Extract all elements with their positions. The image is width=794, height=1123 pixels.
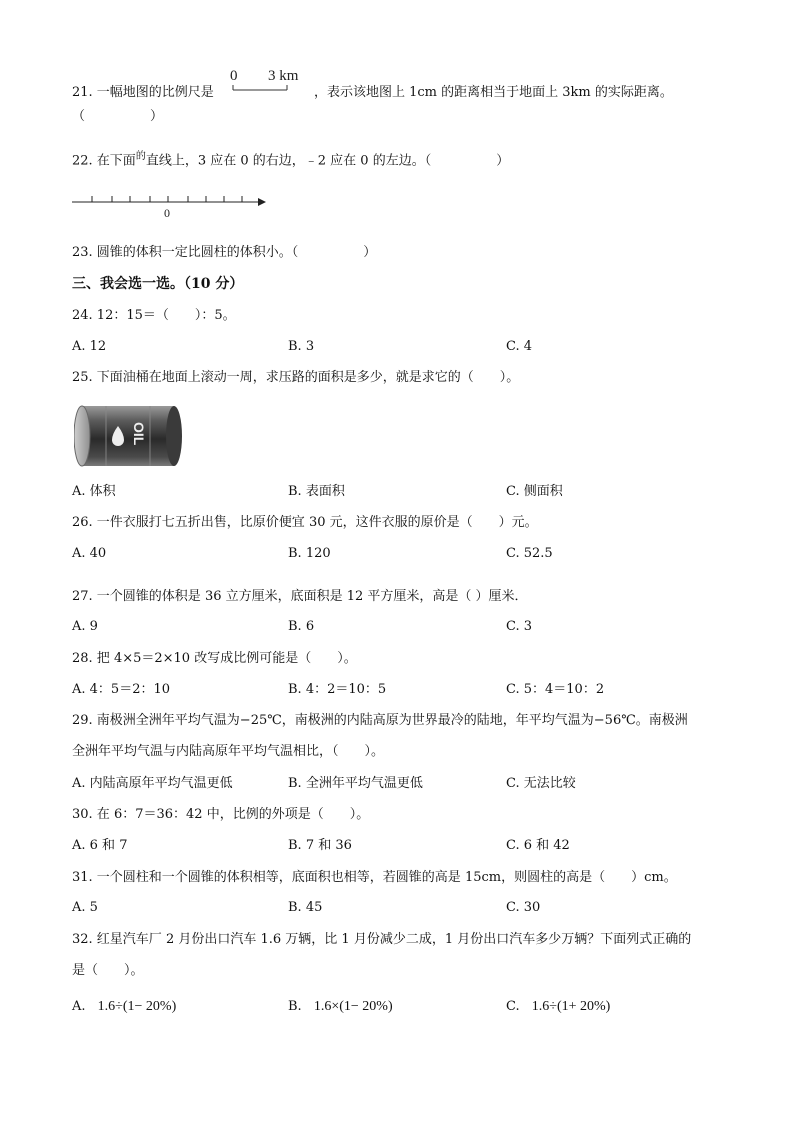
q30-option-a[interactable]: A. 6 和 7	[72, 838, 128, 853]
q30-text: 30. 在 6：7＝36：42 中，比例的外项是（ ）。	[72, 807, 370, 822]
q26-text: 26. 一件衣服打七五折出售，比原价便宜 30 元，这件衣服的原价是（ ）元。	[72, 515, 538, 530]
q25-option-c[interactable]: C. 侧面积	[506, 484, 563, 499]
q32-option-b-expr: 1.6×(1− 20%)	[313, 999, 393, 1014]
q32-option-b[interactable]	[288, 998, 393, 1016]
q24-text: 24. 12：15＝（ ）：5。	[72, 308, 236, 323]
q21-text-after: ，表示该地图上 1cm 的距离相当于地面上 3km 的实际距离。	[314, 85, 673, 100]
q24-option-c[interactable]: C. 4	[506, 339, 533, 354]
q27-text: 27. 一个圆锥的体积是 36 立方厘米，底面积是 12 平方厘米，高是（ ）厘米．	[72, 589, 528, 604]
q32-option-a-label: A.	[72, 999, 86, 1014]
q32-option-c-expr: 1.6÷(1+ 20%)	[531, 999, 611, 1014]
q26-option-c[interactable]: C. 52.5	[506, 546, 553, 561]
barrel-label: OIL	[131, 422, 147, 446]
q31-text: 31. 一个圆柱和一个圆锥的体积相等，底面积也相等，若圆锥的高是 15cm，则圆柱的高是（ ）cm。	[72, 870, 677, 885]
q28-option-c[interactable]: C. 5：4＝10：2	[506, 682, 605, 697]
q22-text	[72, 148, 509, 170]
q26-option-b[interactable]: B. 120	[288, 546, 331, 561]
q29-line2: 全洲年平均气温与内陆高原年平均气温相比，（ ）。	[72, 744, 385, 759]
oil-barrel-image	[74, 404, 184, 468]
q27-option-b[interactable]: B. 6	[288, 619, 315, 634]
q28-text: 28. 把 4×5＝2×10 改写成比例可能是（ ）。	[72, 651, 357, 666]
q27-option-a[interactable]: A. 9	[72, 619, 98, 634]
q28-option-a[interactable]: A. 4：5＝2：10	[72, 682, 171, 697]
number-line	[70, 190, 270, 220]
arrow-right-icon	[258, 198, 266, 206]
q24-option-b[interactable]: B. 3	[288, 339, 315, 354]
q22-text-a: 22. 在下面	[72, 153, 136, 169]
q32-line1: 32. 红星汽车厂 2 月份出口汽车 1.6 万辆，比 1 月份减少二成，1 月份出口汽车多少万辆？下面列式正确的	[72, 932, 692, 947]
map-scale-bar	[230, 66, 314, 96]
q32-option-c[interactable]	[506, 998, 610, 1016]
q21-answer-blank: （ ）	[72, 109, 164, 124]
q32-option-c-label: C.	[506, 999, 520, 1014]
q30-option-c[interactable]: C. 6 和 42	[506, 838, 570, 853]
q32-option-a-expr: 1.6÷(1− 20%)	[97, 999, 177, 1014]
q29-option-b[interactable]: B. 全洲年平均气温更低	[288, 776, 423, 791]
q23-text: 23. 圆锥的体积一定比圆柱的体积小。（ ）	[72, 245, 377, 260]
q26-option-a[interactable]: A. 40	[72, 546, 107, 561]
section-3-title: 三、我会选一选。（10 分）	[72, 276, 244, 292]
q25-option-a[interactable]: A. 体积	[72, 484, 116, 499]
q32-option-a[interactable]	[72, 998, 176, 1016]
q27-option-c[interactable]: C. 3	[506, 619, 533, 634]
q28-option-b[interactable]: B. 4：2＝10：5	[288, 682, 387, 697]
q24-option-a[interactable]: A. 12	[72, 339, 107, 354]
q31-option-a[interactable]: A. 5	[72, 900, 98, 915]
number-line-zero-label: 0	[164, 206, 170, 220]
q21-text-before: 21. 一幅地图的比例尺是	[72, 85, 214, 100]
q25-option-b[interactable]: B. 表面积	[288, 484, 345, 499]
q29-option-a[interactable]: A. 内陆高原年平均气温更低	[72, 776, 233, 791]
q29-option-c[interactable]: C. 无法比较	[506, 776, 576, 791]
q31-option-b[interactable]: B. 45	[288, 900, 323, 915]
scale-zero-label: 0	[230, 68, 238, 84]
q25-text: 25. 下面油桶在地面上滚动一周，求压路的面积是多少，就是求它的（ ）。	[72, 370, 520, 385]
q22-text-b: 直线上，3 应在 0 的右边，﹣2 应在 0 的左边。（ ）	[145, 153, 510, 169]
q31-option-c[interactable]: C. 30	[506, 900, 541, 915]
q22-text-sup: 的	[135, 151, 146, 162]
q29-line1: 29. 南极洲全洲年平均气温为−25℃，南极洲的内陆高原为世界最冷的陆地，年平均气温为−56℃。南极洲	[72, 713, 688, 728]
q32-line2: 是（ ）。	[72, 963, 144, 978]
q30-option-b[interactable]: B. 7 和 36	[288, 838, 352, 853]
scale-km-label: 3 km	[268, 68, 299, 84]
q32-option-b-label: B.	[288, 999, 302, 1014]
